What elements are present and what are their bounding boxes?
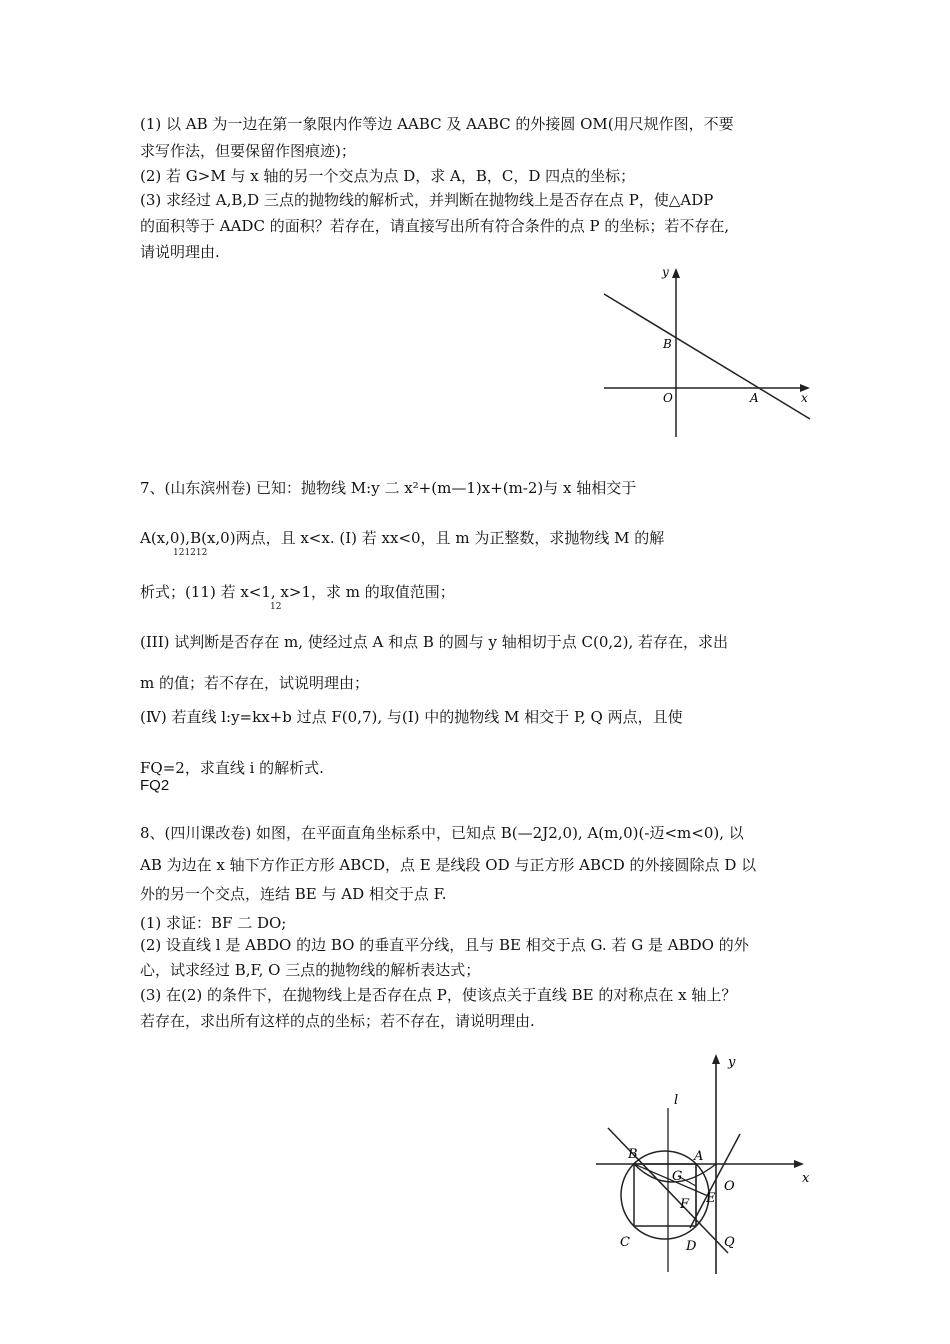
text-line-13: FQ=2，求直线 i 的解析式.	[140, 759, 324, 777]
label-y: y	[728, 1055, 736, 1070]
text-line-8: A(x,0),B(x,0)两点，且 x<x. (I) 若 xx<0，且 m 为正整数，求抛物线 M 的解	[140, 529, 665, 547]
text-line-7: 7、(山东滨州卷) 已知：抛物线 M:y 二 x²+(m—1)x+(m-2)与 x 轴相交于	[140, 479, 637, 497]
text-line-11: m 的值；若不存在，试说明理由；	[140, 674, 369, 692]
text-line-2: 求写作法，但要保留作图痕迹)；	[140, 142, 356, 160]
label-q: Q	[724, 1235, 735, 1250]
text-line-6: 请说明理由.	[140, 243, 220, 261]
text-line-5: 的面积等于 AADC 的面积？若存在，请直接写出所有符合条件的点 P 的坐标；若不存在,	[140, 217, 730, 235]
text-line-3: (2) 若 G>M 与 x 轴的另一个交点为点 D，求 A，B，C，D 四点的坐标；	[140, 167, 636, 185]
label-b: B	[628, 1147, 638, 1162]
label-e: E	[706, 1191, 716, 1206]
line-b-e	[634, 1164, 708, 1196]
label-y: y	[662, 265, 669, 279]
text-line-12: (Ⅳ) 若直线 l:y=kx+b 过点 F(0,7), 与(I) 中的抛物线 M 相交于 P, Q 两点，且使	[140, 708, 683, 726]
text-line-4: (3) 求经过 A,B,D 三点的抛物线的解析式，并判断在抛物线上是否存在点 P，使△ADP	[140, 191, 714, 209]
text-line-15: 8、(四川课改卷) 如图，在平面直角坐标系中，已知点 B(—2J2,0), A(m,0)(-迈<m<0), 以	[140, 824, 744, 842]
text-line-9: 析式；(11) 若 x<1, x>1，求 m 的取值范围；	[140, 583, 455, 601]
label-b: B	[663, 337, 672, 351]
label-l: l	[674, 1093, 679, 1108]
text-line-21: (3) 在(2) 的条件下，在抛物线上是否存在点 P，使该点关于直线 BE 的对称点在 x 轴上？	[140, 986, 737, 1004]
text-line-14: FQ2	[140, 777, 170, 794]
line-ab	[604, 294, 810, 419]
label-g: G	[672, 1169, 683, 1184]
text-line-20: 心，试求经过 B,F, O 三点的抛物线的解析表达式；	[140, 961, 481, 979]
text-line-16: AB 为边在 x 轴下方作正方形 ABCD，点 E 是线段 OD 与正方形 ABCD 的外接圆除点 D 以	[140, 856, 757, 874]
subscript-2: 12	[270, 602, 282, 612]
label-a: A	[750, 391, 759, 405]
text-line-1: (1) 以 AB 为一边在第一象限内作等边 AABC 及 AABC 的外接圆 OM(用尺规作图，不要	[140, 115, 734, 133]
label-f: F	[680, 1197, 690, 1212]
x-axis-arrow-icon	[794, 1160, 804, 1168]
text-line-19: (2) 设直线 l 是 ABDO 的边 BO 的垂直平分线，且与 BE 相交于点 G. 若 G 是 ABDO 的外	[140, 936, 749, 954]
y-axis-arrow-icon	[712, 1054, 720, 1064]
figure-2-square-circle	[590, 1050, 830, 1280]
label-o: O	[724, 1179, 735, 1194]
square-abcd	[634, 1164, 696, 1226]
figure-1-coordinate-line	[598, 262, 818, 442]
text-line-22: 若存在，求出所有这样的点的坐标；若不存在，请说明理由.	[140, 1012, 535, 1030]
text-line-18: (1) 求证：BF 二 DO;	[140, 914, 287, 932]
label-d: D	[686, 1239, 697, 1254]
text-line-17: 外的另一个交点，连结 BE 与 AD 相交于点 F.	[140, 885, 447, 903]
label-a: A	[694, 1149, 704, 1164]
text-line-10: (III) 试判断是否存在 m, 使经过点 A 和点 B 的圆与 y 轴相切于点 C(0,2), 若存在，求出	[140, 633, 729, 651]
label-x: x	[801, 391, 808, 405]
label-o: O	[663, 391, 673, 405]
y-axis-arrow-icon	[672, 268, 680, 278]
label-x: x	[802, 1171, 810, 1186]
label-c: C	[620, 1235, 630, 1250]
subscript-1: 121212	[173, 548, 208, 558]
